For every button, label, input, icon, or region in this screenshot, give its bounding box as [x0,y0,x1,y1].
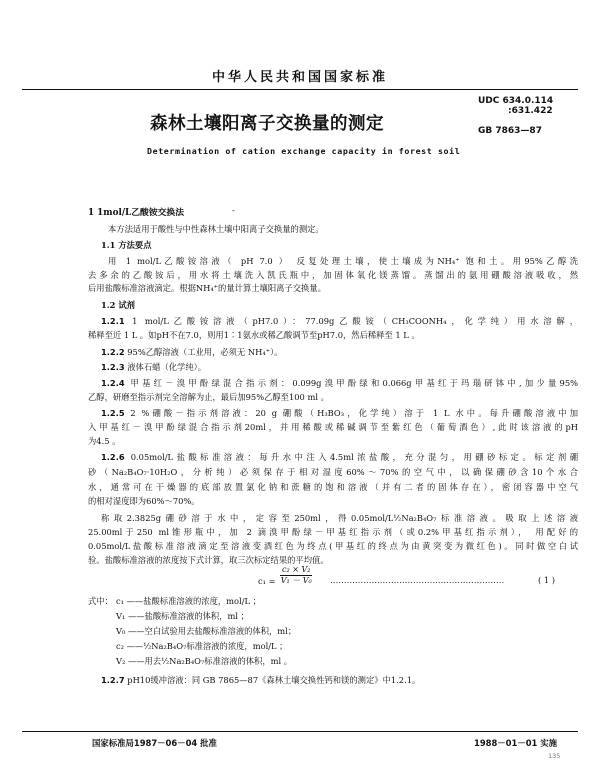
reagent-1-2-6-line-4: 的相对湿度即为60%～70%。 [88,496,200,506]
variable-c2: c₂ ——½Na₂B₄O₇标准溶液的浓度，mol/L ； [116,641,288,651]
clause-label: 1.2.2 [101,347,125,357]
reagent-1-2-2 [101,347,283,358]
subsection-1-1-heading: 1.1 方法要点 [101,240,152,250]
footer-rule [22,731,578,732]
reagent-1-2-1 [101,316,578,327]
formula-numerator: c₂ × V₂ [282,565,311,574]
gb-number: GB 7863—87 [478,126,542,136]
reagent-1-2-6-line-3: 水，通常可在干燥器的底部放置氯化钠和蔗糖的饱和溶液（并有二者的固体存在），密闭容器中空气 [88,482,578,492]
document-title: 森林土壤阳离子交换量的测定 [150,114,384,134]
reagent-1-2-5 [101,408,578,419]
formula-fraction [280,565,312,586]
clause-text: 1 mol/L乙酸铵溶液（pH7.0）：77.09g乙酸铵（CH₃COONH₄，化学纯）用水溶解， [124,316,578,326]
reagent-1-2-6-line-6: 25.00ml于250 ml锥形瓶中，加 2 滴溴甲酚绿－甲基红指示剂（或0.2%甲基红指示剂）， 用配好的 [88,527,578,537]
clause-text: 0.05mol/L盐酸标准溶液：每升水中注入4.5ml浓盐酸，充分混匀，用硼砂标定。标定剂硼 [124,452,578,462]
reagent-1-2-1-line-2: 稀释至近 1 L 。如pH不在7.0，则用1∶1氨水或稀乙酸调节至pH7.0，然后稀释至 1 L 。 [88,330,420,340]
page-number: 135 [548,752,561,760]
reagent-1-2-4-line-2: 乙醇，研磨至指示剂完全溶解为止，最后加95%乙醇至100 ml 。 [88,392,329,402]
variable-c1: c₁ ——盐酸标准溶液的浓度，mol/L ； [116,596,261,606]
dash-mark: - [232,205,235,215]
formula-leader-dots: ……………………………………………………… [330,575,505,585]
formula-lhs: c₁ = [258,576,276,586]
formula-denominator: V₁ － V₀ [280,576,312,585]
formula-number: ( 1 ) [538,575,556,585]
clause-text: 95%乙醇溶液（工业用，必须无 NH₄⁺）。 [124,347,283,357]
clause-label: 1.2.7 [101,675,125,685]
header-rule [22,89,578,90]
clause-text: 液体石蜡（化学纯）。 [124,362,207,372]
reagent-1-2-6-line-7: 0.05mol/L盐酸标准溶液滴定至溶液变酒红色为终点(甲基红的终点为由黄突变为微红色)。同时做空白试 [88,541,578,551]
where-label: 式中： [88,596,113,606]
clause-text: 甲基红－溴甲酚绿混合指示剂：0.099g溴甲酚绿和0.066g甲基红于玛瑙研钵中,加少量95% [124,378,578,388]
reagent-1-2-6-line-2: 砂（Na₂B₄O₇·10H₂O，分析纯）必须保存于相对湿度60%～70%的空气中，以确保硼砂含10个水合 [88,467,578,477]
clause-text: 2 %硼酸－指示剂溶液：20 g 硼酸（H₃BO₃，化学纯）溶于 1 L 水中。每升硼酸溶液中加 [124,408,578,418]
reagent-1-2-6-line-5: 称取2.3825g硼砂溶于水中，定容至250ml，得0.05mol/L½Na₂B₄O₇标准溶液。吸取上述溶液 [101,513,578,523]
reagent-1-2-5-line-3: 为4.5 。 [88,436,121,446]
reagent-1-2-6-line-8: 验。盐酸标准溶液的浓度按下式计算，取三次标定结果的平均值。 [88,555,329,565]
clause-label: 1.2.1 [101,316,125,326]
s1-1-line-3: 后用盐酸标准溶液滴定。根据NH₄⁺的量计算土壤阳离子交换量。 [88,283,326,293]
standard-heading: 中华人民共和国国家标准 [211,70,388,85]
implementation-date: 1988－01－01 实施 [474,738,558,748]
reagent-1-2-3 [101,362,206,373]
reagent-1-2-6 [101,452,578,463]
s1-1-line-2: 去多余的乙酸铵后，用水将土壤洗入凯氏瓶中，加固体氧化镁蒸馏。蒸馏出的氨用硼酸溶液吸收，然 [88,270,578,280]
s1-1-line-1: 用 1 mol/L乙酸铵溶液（ pH 7.0 ） 反复处理土壤，使土壤成为NH₄⁺ 饱和土。用95%乙醇洗 [108,256,578,266]
subsection-1-2-heading: 1.2 试剂 [101,300,135,310]
udc-code: UDC 634.0.114 :631.422 [478,96,554,116]
section-1-heading: 1 1mol/L乙酸铵交换法 [88,208,185,218]
clause-label: 1.2.3 [101,362,125,372]
variable-v2: V₂ ——用去½Na₂B₄O₇标准溶液的体积，ml 。 [116,656,293,666]
variable-v0: V₀ ——空白试验用去盐酸标准溶液的体积，ml； [116,626,297,636]
clause-label: 1.2.4 [101,378,125,388]
reagent-1-2-4 [101,378,578,389]
english-title: Determination of cation exchange capacity in forest soil [147,146,461,156]
clause-text: pH10缓冲溶液：同 GB 7865—87《森林土壤交换性钙和镁的测定》中1.2.1。 [124,675,421,685]
scope-text: 本方法适用于酸性与中性森林土壤中阳离子交换量的测定。 [108,224,324,234]
reagent-1-2-7 [101,675,420,686]
reagent-1-2-5-line-2: 入甲基红－溴甲酚绿混合指示剂20ml，并用稀酸或稀碱调节至紫红色（葡萄酒色）,此时该溶液的pH [88,422,578,432]
approval-date: 国家标准局1987－06－04 批准 [92,738,217,748]
clause-label: 1.2.5 [101,408,125,418]
clause-label: 1.2.6 [101,452,125,462]
variable-v1: V₁ ——盐酸标准溶液的体积，ml ； [116,611,249,621]
